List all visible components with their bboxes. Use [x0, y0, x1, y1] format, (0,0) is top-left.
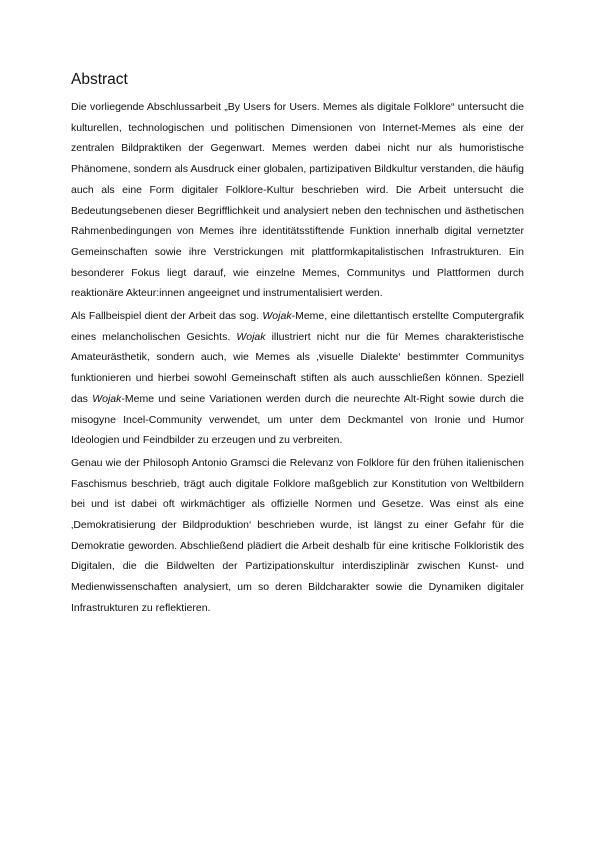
- abstract-paragraph: [71, 306, 524, 451]
- text-run: Die vorliegende Abschlussarbeit „By Users for Users. Memes als digitale Folklore“ untersucht die kulturellen, technologischen und politischen Dimensionen von Internet-Memes als eine der zentralen Bildpraktiken der Gegenwart. Memes werden dabei nicht nur als humoristische Phänomene, sondern als Ausdruck einer globalen, partizipativen Bildkultur verstanden, die häufig auch als eine Form digitaler Folklore-Kultur beschrieben wird. Die Arbeit untersucht die Bedeutungsebenen dieser Begrifflichkeit und analysiert neben den technischen und ästhetischen Rahmenbedingungen von Memes ihre identitätsstiftende Funktion innerhalb digital vernetzter Gemeinschaften sowie ihre Verstrickungen mit plattformkapitalistischen Infrastrukturen. Ein besonderer Fokus liegt darauf, wie einzelne Memes, Communitys und Plattformen durch reaktionäre Akteur:innen angeeignet und instrumentalisiert werden.: [71, 101, 524, 300]
- text-run: -Meme, eine dilettantisch erstellte Computergrafik eines melancholischen Gesichts.: [71, 310, 524, 343]
- abstract-paragraph: [71, 97, 524, 304]
- text-run: illustriert nicht nur die für Memes charakteristische Amateurästhetik, sondern auch, wie Memes als ‚visuelle Dialekte‘ bestimmter Communitys funktionieren und hierbei sowohl Gemeinschaft stiften als auch ausschließen können. Speziell das: [71, 330, 524, 405]
- abstract-paragraph: [71, 453, 524, 619]
- italic-term: Wojak: [236, 330, 266, 343]
- text-run: Als Fallbeispiel dient der Arbeit das sog.: [71, 310, 263, 323]
- italic-term: Wojak: [262, 310, 292, 323]
- text-run: Genau wie der Philosoph Antonio Gramsci die Relevanz von Folklore für den frühen italienischen Faschismus beschrieb, trägt auch digitale Folklore maßgeblich zur Konstitution von Weltbildern bei und ist dabei oft wirkmächtiger als offizielle Normen und Gesetze. Was einst als eine ‚Demokratisierung der Bildproduktion‘ beschrieben wurde, ist längst zu einer Gefahr für die Demokratie geworden. Abschließend plädiert die Arbeit deshalb für eine kritische Folkloristik des Digitalen, die die Bildwelten der Partizipationskultur interdisziplinär zwischen Kunst- und Medienwissenschaften analysiert, um so deren Bildcharakter sowie die Dynamiken digitaler Infrastrukturen zu reflektieren.: [71, 456, 524, 614]
- page-title: Abstract: [71, 71, 128, 88]
- abstract-body: [71, 97, 524, 619]
- text-run: -Meme und seine Variationen werden durch die neurechte Alt-Right sowie durch die misogyne Incel-Community verwendet, um unter dem Deckmantel von Ironie und Humor Ideologien und Feindbilder zu erzeugen und zu verbreiten.: [71, 392, 524, 447]
- italic-term: Wojak: [92, 392, 122, 405]
